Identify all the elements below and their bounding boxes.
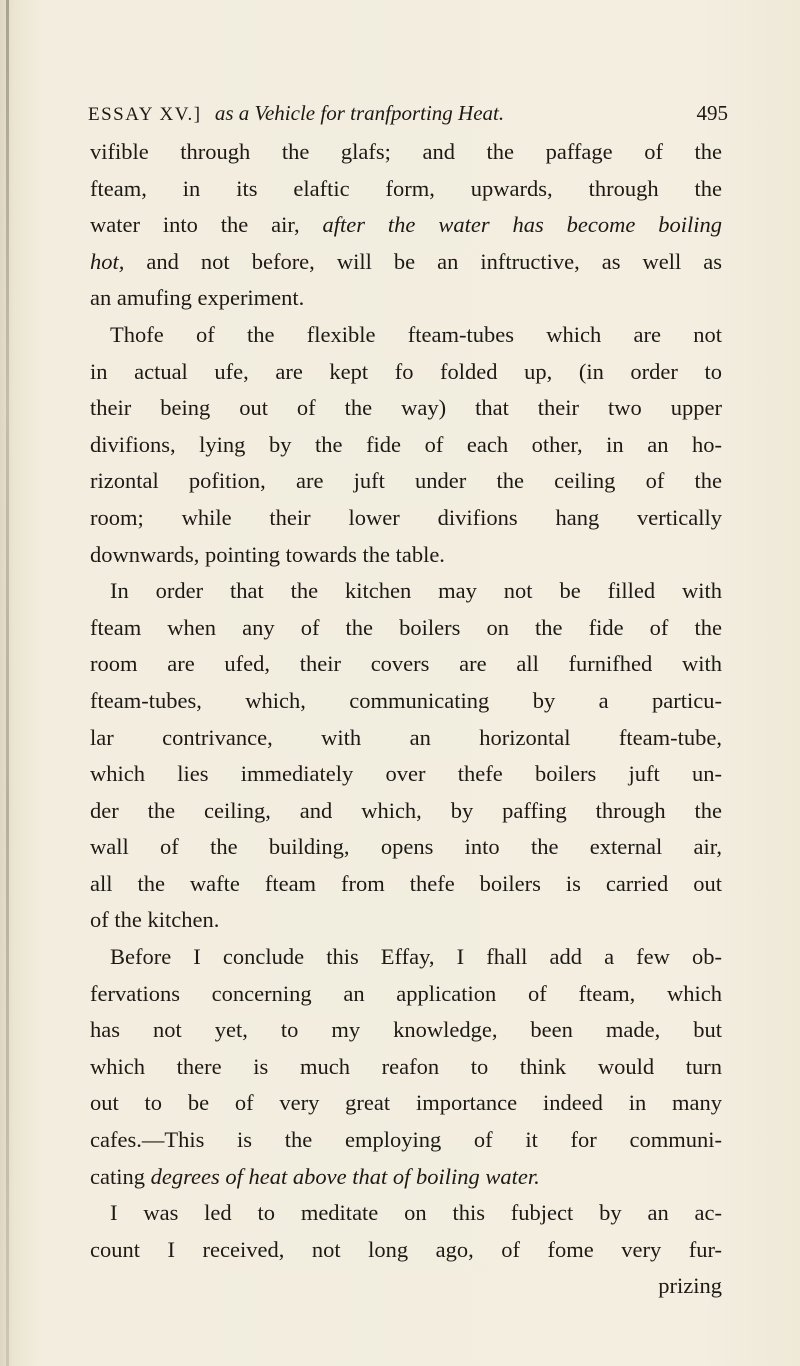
italic-phrase: degrees of heat above that of boiling water. xyxy=(150,1163,540,1189)
text-line: wall of the building, opens into the external air, xyxy=(90,834,722,860)
text-line xyxy=(90,244,722,281)
catchword: prizing xyxy=(658,1273,722,1299)
text-line: all the wafte fteam from thefe boilers is carried out xyxy=(90,870,722,896)
text-span: cating xyxy=(90,1163,145,1189)
paragraph-start: In order that the kitchen may not be filled with xyxy=(110,578,722,604)
essay-number: ESSAY XV.] xyxy=(88,104,202,125)
text-line: room are ufed, their covers are all furnifhed with xyxy=(90,651,722,677)
text-line: their being out of the way) that their two upper xyxy=(90,395,722,421)
running-title: as a Vehicle for tranfporting Heat. xyxy=(214,101,505,125)
paragraph-start: Before I conclude this Effay, I fhall add a few ob- xyxy=(110,944,722,970)
text-line: downwards, pointing towards the table. xyxy=(90,541,445,567)
text-line: fervations concerning an application of fteam, which xyxy=(90,980,722,1006)
running-head xyxy=(88,98,728,128)
italic-phrase: hot, xyxy=(90,248,125,274)
text-line: fteam-tubes, which, communicating by a particu- xyxy=(90,687,722,713)
text-line: an amufing experiment. xyxy=(90,285,305,311)
text-line: divifions, lying by the fide of each other, in an ho- xyxy=(90,431,722,457)
text-line: of the kitchen. xyxy=(90,907,220,933)
paragraph-start: I was led to meditate on this fubject by an ac- xyxy=(110,1200,722,1226)
text-line: lar contrivance, with an horizontal fteam-tube, xyxy=(90,724,722,750)
page-gutter-edge xyxy=(6,0,9,1366)
text-line: which there is much reafon to think would turn xyxy=(90,1053,722,1079)
italic-phrase: after the water has become boiling xyxy=(322,212,722,238)
text-line: cafes.—This is the employing of it for communi- xyxy=(90,1127,722,1153)
text-line: fteam when any of the boilers on the fide of the xyxy=(90,614,722,640)
page-number: 495 xyxy=(696,101,728,125)
text-line: in actual ufe, are kept fo folded up, (in order to xyxy=(90,358,722,384)
text-line: rizontal pofition, are juft under the ceiling of the xyxy=(90,468,722,494)
text-line: room; while their lower divifions hang vertically xyxy=(90,504,722,530)
text-line: fteam, in its elaftic form, upwards, through the xyxy=(90,175,722,201)
text-line xyxy=(90,1159,722,1196)
text-line: der the ceiling, and which, by paffing through the xyxy=(90,797,722,823)
text-line: has not yet, to my knowledge, been made, but xyxy=(90,1017,722,1043)
body-text xyxy=(90,134,722,1305)
paragraph-start: Thofe of the flexible fteam-tubes which are not xyxy=(110,321,722,347)
text-span: and not before, will be an inftructive, as well as xyxy=(146,248,723,274)
text-line: which lies immediately over thefe boilers juft un- xyxy=(90,761,722,787)
text-line: out to be of very great importance indeed in many xyxy=(90,1090,722,1116)
text-line xyxy=(90,207,722,244)
text-line: count I received, not long ago, of fome very fur- xyxy=(90,1236,722,1262)
text-line: vifible through the glafs; and the paffage of the xyxy=(90,139,722,164)
text-span: water into the air, xyxy=(90,212,300,238)
